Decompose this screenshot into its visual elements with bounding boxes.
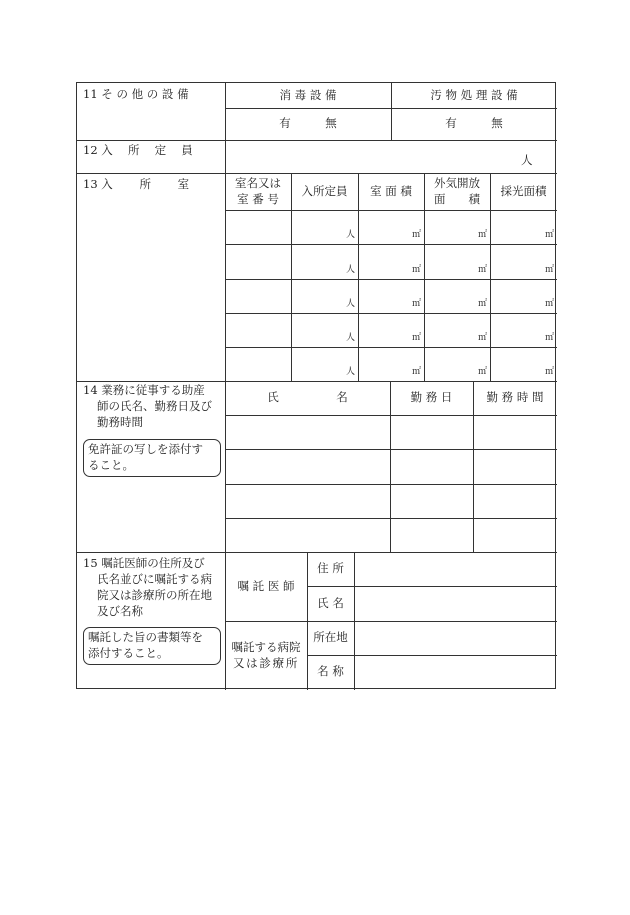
section-15-note (83, 627, 221, 665)
ventilation-area-cell[interactable]: ㎡ (477, 366, 487, 377)
grid-line (77, 381, 557, 382)
grid-line (473, 381, 474, 552)
section-14-label-line3: 勤務時間 (97, 415, 143, 430)
grid-line (225, 313, 557, 314)
work-days-cell[interactable] (390, 518, 473, 552)
work-days-cell[interactable] (390, 415, 473, 449)
hospital-name-label: 名 称 (317, 664, 344, 679)
ventilation-area-header-line2: 面 積 (434, 191, 480, 206)
grid-line (77, 173, 557, 174)
grid-line (307, 586, 557, 587)
doctor-address-label: 住 所 (317, 561, 344, 576)
room-capacity-cell[interactable]: 人 (345, 229, 355, 240)
work-hours-cell[interactable] (473, 518, 557, 552)
grid-line (225, 484, 557, 485)
hospital-location-label: 所在地 (313, 630, 348, 645)
room-capacity-header: 入所定員 (301, 183, 348, 198)
section-13-label: 13 入 所 室 (83, 177, 190, 191)
ventilation-area-cell[interactable]: ㎡ (477, 298, 487, 309)
grid-line (225, 621, 557, 622)
room-capacity-cell[interactable]: 人 (345, 366, 355, 377)
room-area-cell[interactable]: ㎡ (411, 229, 421, 240)
grid-line (225, 210, 557, 211)
contracted-doctor-label: 嘱 託 医 師 (237, 578, 295, 593)
ventilation-area-cell[interactable]: ㎡ (477, 264, 487, 275)
grid-line (424, 173, 425, 381)
disinfection-equipment-header: 消 毒 設 備 (279, 87, 337, 102)
midwife-name-cell[interactable] (225, 484, 390, 518)
work-days-cell[interactable] (390, 449, 473, 484)
ventilation-area-header (424, 173, 490, 210)
room-area-cell[interactable]: ㎡ (411, 264, 421, 275)
section-14-note (83, 439, 221, 477)
section-15-note-line2: 添付すること。 (88, 645, 169, 660)
section-15-label-line3: 院又は診療所の所在地 (97, 588, 212, 603)
grid-line (307, 655, 557, 656)
section-12-label: 12 入 所 定 員 (83, 143, 193, 157)
work-hours-header: 勤 務 時 間 (486, 390, 544, 405)
room-name-cell[interactable] (225, 313, 291, 347)
hospital-location-field[interactable] (354, 621, 557, 655)
hospital-name-field[interactable] (354, 655, 557, 689)
work-hours-cell[interactable] (473, 449, 557, 484)
sewage-equipment-header: 汚 物 処 理 設 備 (430, 87, 518, 102)
grid-line (358, 173, 359, 381)
doctor-name-field[interactable] (354, 586, 557, 621)
grid-line (225, 244, 557, 245)
capacity-unit[interactable]: 人 (521, 153, 533, 167)
ventilation-area-cell[interactable]: ㎡ (477, 332, 487, 343)
midwife-name-cell[interactable] (225, 415, 390, 449)
work-hours-cell[interactable] (473, 484, 557, 518)
lighting-area-header: 採光面積 (500, 183, 547, 198)
ventilation-area-header-line1: 外気開放 (434, 175, 480, 190)
grid-line (225, 347, 557, 348)
room-name-header-line2: 室 番 号 (237, 191, 279, 206)
contracted-hospital-label-line2: 又は診療所 (232, 655, 300, 670)
room-area-cell[interactable]: ㎡ (411, 366, 421, 377)
room-capacity-cell[interactable]: 人 (345, 298, 355, 309)
grid-line (390, 381, 391, 552)
application-form-table (76, 82, 556, 689)
disinfection-equipment-value[interactable]: 有 無 (279, 116, 337, 131)
grid-line (77, 140, 557, 141)
doctor-address-field[interactable] (354, 552, 557, 586)
section-14-label (83, 382, 223, 430)
room-name-cell[interactable] (225, 210, 291, 244)
midwife-name-header: 氏 名 (267, 390, 348, 405)
lighting-area-cell[interactable]: ㎡ (544, 229, 554, 240)
room-area-cell[interactable]: ㎡ (411, 332, 421, 343)
midwife-name-cell[interactable] (225, 449, 390, 484)
section-15-label-line4: 及び名称 (97, 604, 143, 619)
room-area-cell[interactable]: ㎡ (411, 298, 421, 309)
room-name-cell[interactable] (225, 347, 291, 381)
contracted-hospital-label-line1: 嘱託する病院 (231, 639, 301, 654)
section-14-note-line2: ること。 (88, 457, 134, 472)
ventilation-area-cell[interactable]: ㎡ (477, 229, 487, 240)
contracted-hospital-label (225, 621, 307, 690)
grid-line (391, 83, 392, 140)
section-14-note-line1: 免許証の写しを添付す (88, 442, 203, 456)
grid-line (225, 518, 557, 519)
section-15-label-line1: 15 嘱託医師の住所及び (83, 556, 205, 570)
grid-line (490, 173, 491, 381)
section-15-label (83, 555, 223, 619)
lighting-area-cell[interactable]: ㎡ (544, 332, 554, 343)
section-15-label-line2: 氏名並びに嘱託する病 (97, 572, 212, 587)
section-15-note-line1: 嘱託した旨の書類等を (88, 630, 203, 644)
grid-line (225, 83, 226, 690)
work-hours-cell[interactable] (473, 415, 557, 449)
doctor-name-label: 氏 名 (317, 595, 344, 610)
grid-line (225, 415, 557, 416)
room-capacity-cell[interactable]: 人 (345, 264, 355, 275)
room-name-cell[interactable] (225, 244, 291, 279)
room-area-header: 室 面 積 (370, 183, 412, 198)
grid-line (354, 552, 355, 690)
grid-line (225, 279, 557, 280)
grid-line (307, 552, 308, 690)
room-name-cell[interactable] (225, 279, 291, 313)
lighting-area-cell[interactable]: ㎡ (544, 298, 554, 309)
grid-line (291, 173, 292, 381)
work-days-cell[interactable] (390, 484, 473, 518)
lighting-area-cell[interactable]: ㎡ (544, 366, 554, 377)
work-days-header: 勤 務 日 (410, 390, 453, 405)
room-name-header-line1: 室名又は (235, 175, 281, 190)
grid-line (77, 552, 557, 553)
lighting-area-cell[interactable]: ㎡ (544, 264, 554, 275)
section-11-label: 11 そ の 他 の 設 備 (83, 87, 189, 101)
section-14-label-line2: 師の氏名、勤務日及び (97, 399, 212, 414)
sewage-equipment-value[interactable]: 有 無 (445, 116, 503, 131)
section-14-label-line1: 14 業務に従事する助産 (83, 383, 205, 397)
room-name-header (225, 173, 291, 210)
grid-line (225, 449, 557, 450)
midwife-name-cell[interactable] (225, 518, 390, 552)
room-capacity-cell[interactable]: 人 (345, 332, 355, 343)
